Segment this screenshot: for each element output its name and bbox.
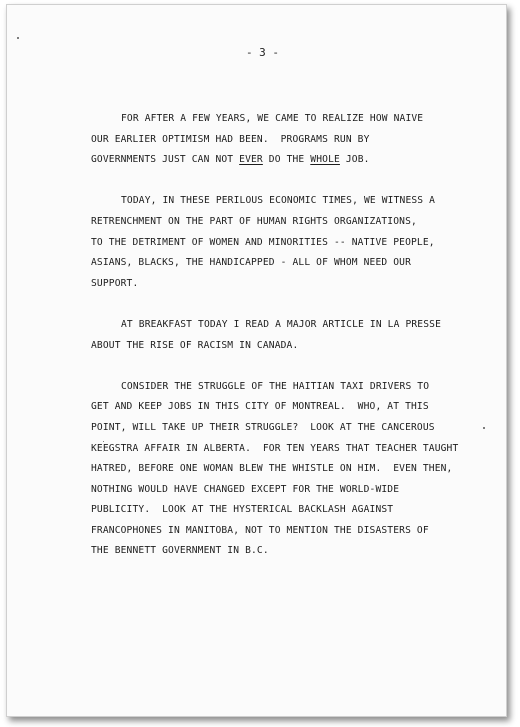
underlined-word: WHOLE bbox=[310, 154, 340, 166]
text-segment: NOTHING WOULD HAVE CHANGED EXCEPT FOR THE WORLD-WIDE bbox=[91, 483, 400, 495]
text-segment: PUBLICITY. LOOK AT THE HYSTERICAL BACKLASH AGAINST bbox=[91, 504, 394, 516]
text-segment: ASIANS, BLACKS, THE HANDICAPPED - ALL OF WHOM NEED OUR bbox=[91, 257, 411, 269]
paragraph bbox=[91, 191, 491, 294]
text-segment: CONSIDER THE STRUGGLE OF THE HAITIAN TAXI DRIVERS TO bbox=[121, 380, 430, 392]
text-segment: FOR AFTER A FEW YEARS, WE CAME TO REALIZE HOW NAIVE bbox=[121, 113, 424, 124]
text-segment: KEEGSTRA AFFAIR IN ALBERTA. FOR TEN YEARS THAT TEACHER TAUGHT bbox=[91, 442, 459, 454]
paragraph bbox=[91, 315, 491, 356]
text-segment: TO THE DETRIMENT OF WOMEN AND MINORITIES -- NATIVE PEOPLE, bbox=[91, 236, 435, 248]
text-line bbox=[91, 253, 491, 274]
text-line bbox=[91, 233, 491, 254]
text-segment: THE BENNETT GOVERNMENT IN B.C. bbox=[91, 545, 269, 557]
text-line bbox=[91, 521, 491, 542]
paper-speck bbox=[17, 37, 19, 39]
text-line bbox=[91, 480, 491, 501]
text-line bbox=[91, 439, 491, 460]
page-number: - 3 - bbox=[245, 46, 280, 59]
text-segment: SUPPORT. bbox=[91, 277, 139, 289]
text-line bbox=[91, 212, 491, 233]
text-segment: TODAY, IN THESE PERILOUS ECONOMIC TIMES, WE WITNESS A bbox=[121, 195, 436, 207]
text-segment: AT BREAKFAST TODAY I READ A MAJOR ARTICLE IN LA PRESSE bbox=[121, 318, 441, 330]
text-line bbox=[91, 459, 491, 480]
text-segment: ABOUT THE RISE OF RACISM IN CANADA. bbox=[91, 339, 299, 351]
text-segment: DO THE bbox=[262, 154, 311, 166]
text-segment: HATRED, BEFORE ONE WOMAN BLEW THE WHISTLE ON HIM. EVEN THEN, bbox=[91, 463, 453, 475]
text-line bbox=[91, 130, 491, 151]
document-body bbox=[91, 109, 491, 583]
paragraph bbox=[91, 109, 491, 171]
text-line bbox=[91, 150, 491, 171]
text-segment: RETRENCHMENT ON THE PART OF HUMAN RIGHTS ORGANIZATIONS, bbox=[91, 215, 417, 227]
text-line bbox=[91, 541, 491, 562]
text-line bbox=[91, 274, 491, 295]
text-segment: OUR EARLIER OPTIMISM HAD BEEN. PROGRAMS RUN BY bbox=[91, 133, 370, 145]
text-line bbox=[91, 418, 491, 439]
text-segment: FRANCOPHONES IN MANITOBA, NOT TO MENTION THE DISASTERS OF bbox=[91, 524, 429, 536]
text-segment: GET AND KEEP JOBS IN THIS CITY OF MONTREAL. WHO, AT THIS bbox=[91, 401, 429, 413]
text-segment: GOVERNMENTS JUST CAN NOT bbox=[91, 154, 240, 166]
text-line bbox=[91, 397, 491, 418]
document-page bbox=[6, 4, 507, 717]
text-segment: JOB. bbox=[339, 154, 370, 166]
text-line bbox=[91, 336, 491, 357]
text-line bbox=[91, 191, 491, 212]
text-line bbox=[91, 377, 491, 398]
text-line bbox=[91, 109, 491, 130]
text-segment: POINT, WILL TAKE UP THEIR STRUGGLE? LOOK AT THE CANCEROUS bbox=[91, 421, 435, 433]
underlined-word: EVER bbox=[239, 154, 263, 166]
text-line bbox=[91, 500, 491, 521]
paragraph bbox=[91, 377, 491, 562]
text-line bbox=[91, 315, 491, 336]
